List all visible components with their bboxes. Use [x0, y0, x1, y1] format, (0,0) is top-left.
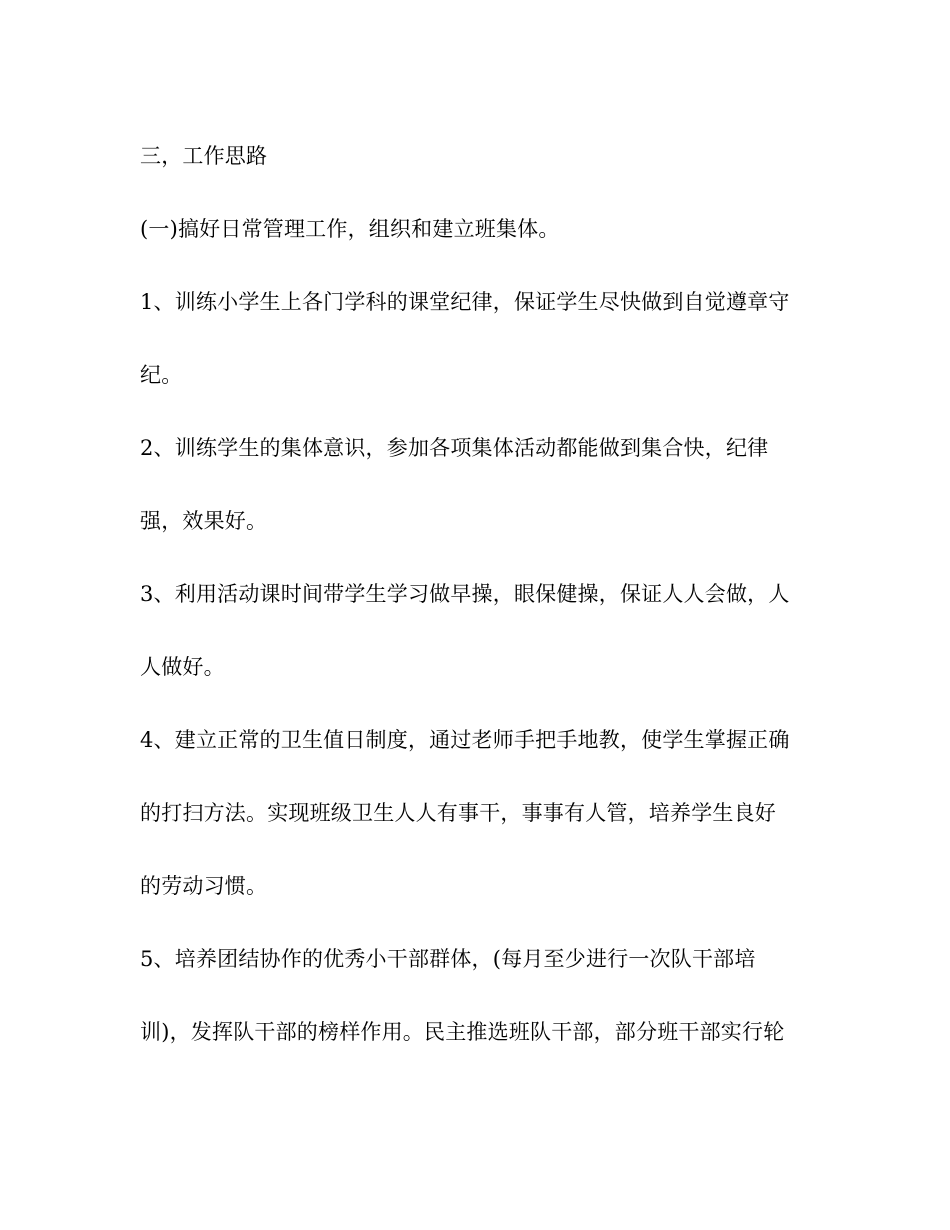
- paragraph-line: 3、利用活动课时间带学生学习做早操，眼保健操，保证人人会做，人: [140, 582, 790, 606]
- paragraph-line: 的劳动习惯。: [140, 874, 268, 898]
- paragraph-line: 5、培养团结协作的优秀小干部群体，(每月至少进行一次队干部培: [140, 947, 756, 971]
- paragraph-line: 4、建立正常的卫生值日制度，通过老师手把手地教，使学生掌握正确: [140, 728, 790, 752]
- section-heading: 三，工作思路: [140, 144, 268, 168]
- paragraph-line: 强，效果好。: [140, 509, 268, 533]
- paragraph-line: 的打扫方法。实现班级卫生人人有事干，事事有人管，培养学生良好: [140, 801, 776, 825]
- paragraph-line: 纪。: [140, 363, 183, 387]
- subsection-heading: (一)搞好日常管理工作，组织和建立班集体。: [140, 217, 560, 241]
- paragraph-line: 2、训练学生的集体意识，参加各项集体活动都能做到集合快，纪律: [140, 436, 769, 460]
- paragraph-line: 人做好。: [140, 655, 225, 679]
- paragraph-line: 训)，发挥队干部的榜样作用。民主推选班队干部，部分班干部实行轮: [140, 1020, 785, 1044]
- paragraph-line: 1、训练小学生上各门学科的课堂纪律，保证学生尽快做到自觉遵章守: [140, 290, 790, 314]
